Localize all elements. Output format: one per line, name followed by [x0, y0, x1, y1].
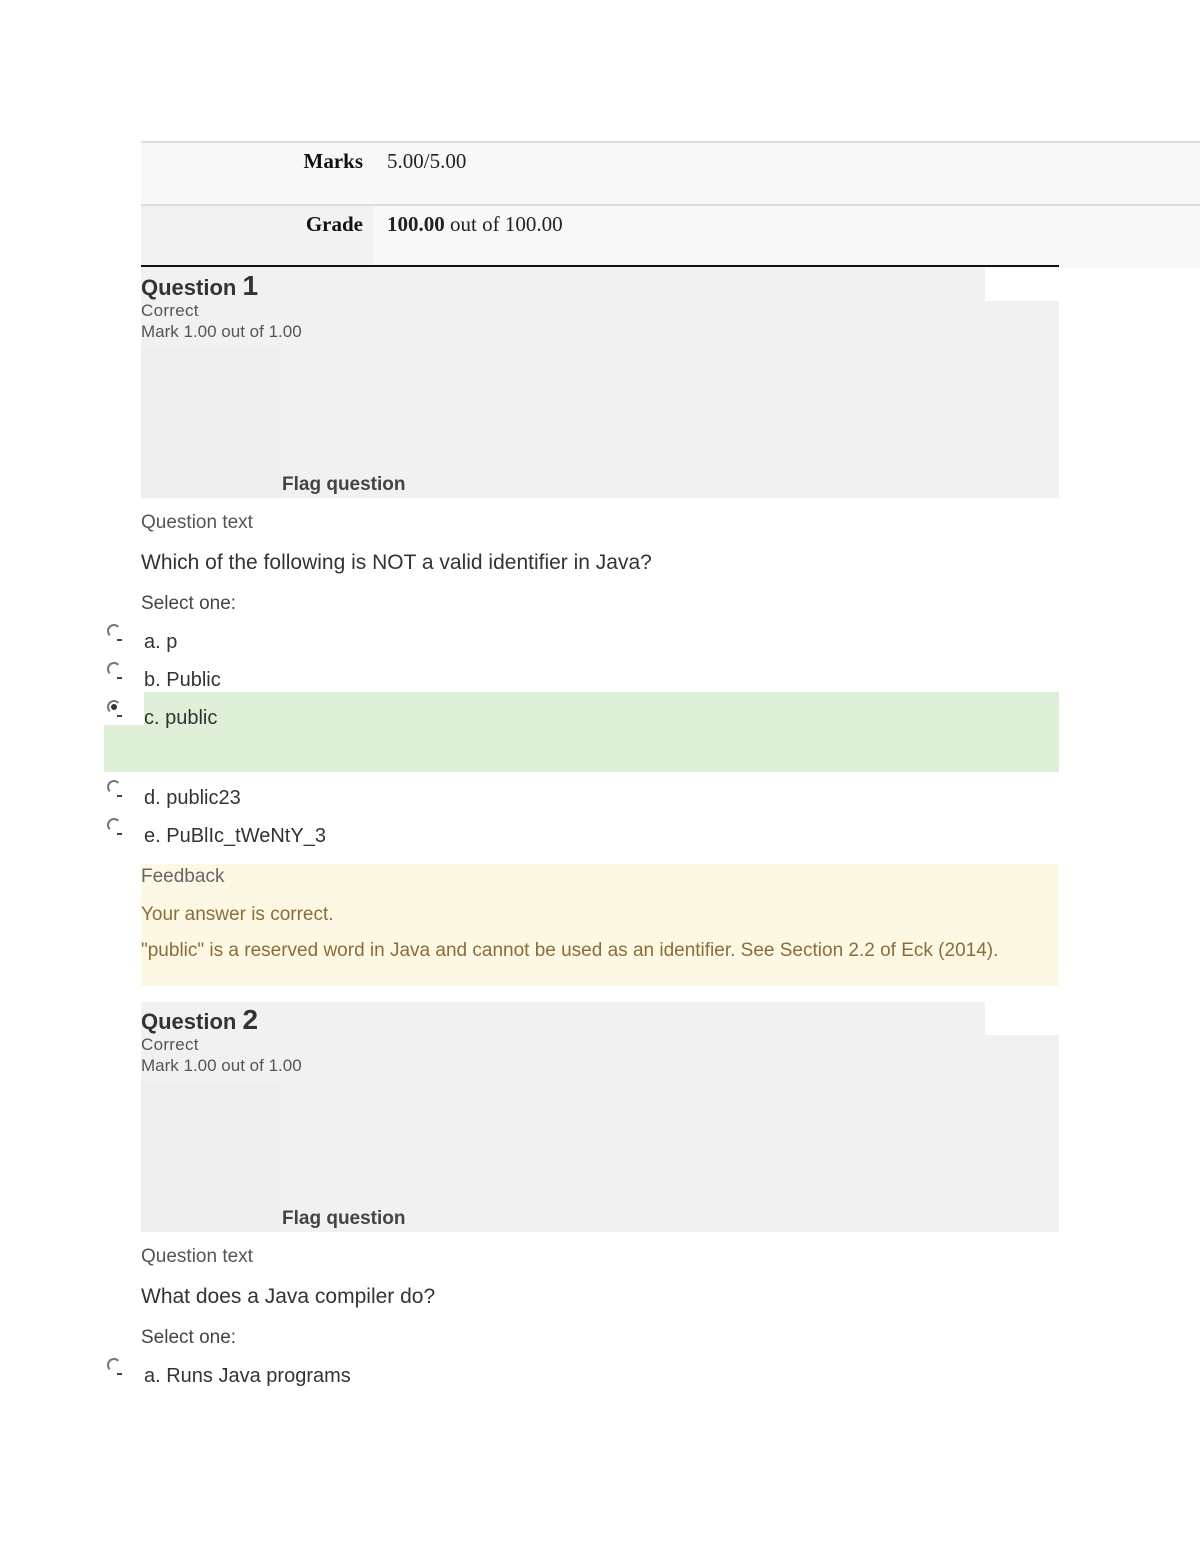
q1-option-a-label[interactable]: a. p	[144, 631, 178, 653]
flag-question-2-button[interactable]: Flag question	[282, 1208, 406, 1229]
question-1-state: Correct	[141, 301, 199, 320]
question-2-state: Correct	[141, 1035, 199, 1054]
question-1-title: Question 1	[141, 270, 259, 301]
q2-option-a-radio[interactable]	[107, 1358, 121, 1372]
feedback-result: Your answer is correct.	[141, 904, 334, 925]
question-2-number: 2	[242, 1004, 259, 1035]
summary-divider	[141, 265, 1059, 267]
q1-option-e-label[interactable]: e. PuBlIc_tWeNtY_3	[144, 825, 326, 847]
q1-option-d-label[interactable]: d. public23	[144, 787, 241, 809]
marks-row	[141, 141, 1200, 206]
grade-value-cell	[387, 212, 563, 237]
q1-option-e-radio[interactable]	[107, 818, 121, 832]
marks-value: 5.00/5.00	[387, 149, 467, 173]
q1-option-c-label[interactable]: c. public	[144, 707, 218, 729]
grade-value: 100.00	[387, 212, 445, 236]
flag-question-1-button[interactable]: Flag question	[282, 474, 406, 495]
question-2-text: What does a Java compiler do?	[141, 1285, 436, 1308]
marks-label: Marks	[141, 143, 373, 206]
q1-option-b-radio[interactable]	[107, 662, 121, 676]
grade-label: Grade	[141, 206, 373, 268]
question-1-grade: Mark 1.00 out of 1.00	[141, 322, 302, 341]
question-2-grade: Mark 1.00 out of 1.00	[141, 1056, 302, 1075]
question-1-text-label: Question text	[141, 512, 253, 533]
grade-suffix: out of 100.00	[450, 212, 563, 236]
q1-option-b-label[interactable]: b. Public	[144, 669, 221, 691]
question-2-title: Question 2	[141, 1004, 259, 1035]
question-2-text-label: Question text	[141, 1246, 253, 1267]
q1-option-c-radio[interactable]	[107, 700, 121, 714]
feedback-label: Feedback	[141, 866, 225, 887]
question-1-text: Which of the following is NOT a valid identifier in Java?	[141, 551, 652, 574]
grade-row	[141, 204, 1200, 268]
q2-option-a-label[interactable]: a. Runs Java programs	[144, 1365, 351, 1387]
question-1-prompt: Select one:	[141, 593, 237, 614]
question-2-info	[141, 1002, 1059, 1232]
q1-option-a-radio[interactable]	[107, 624, 121, 638]
q1-option-d-radio[interactable]	[107, 780, 121, 794]
question-1-info	[141, 268, 1059, 498]
question-2-prompt: Select one:	[141, 1327, 237, 1348]
question-1-number: 1	[242, 270, 259, 301]
question-1-feedback	[141, 864, 1059, 986]
correct-answer-highlight	[104, 692, 1059, 772]
feedback-text: "public" is a reserved word in Java and cannot be used as an identifier. See Section 2.2 of Eck (2014).	[141, 940, 999, 961]
